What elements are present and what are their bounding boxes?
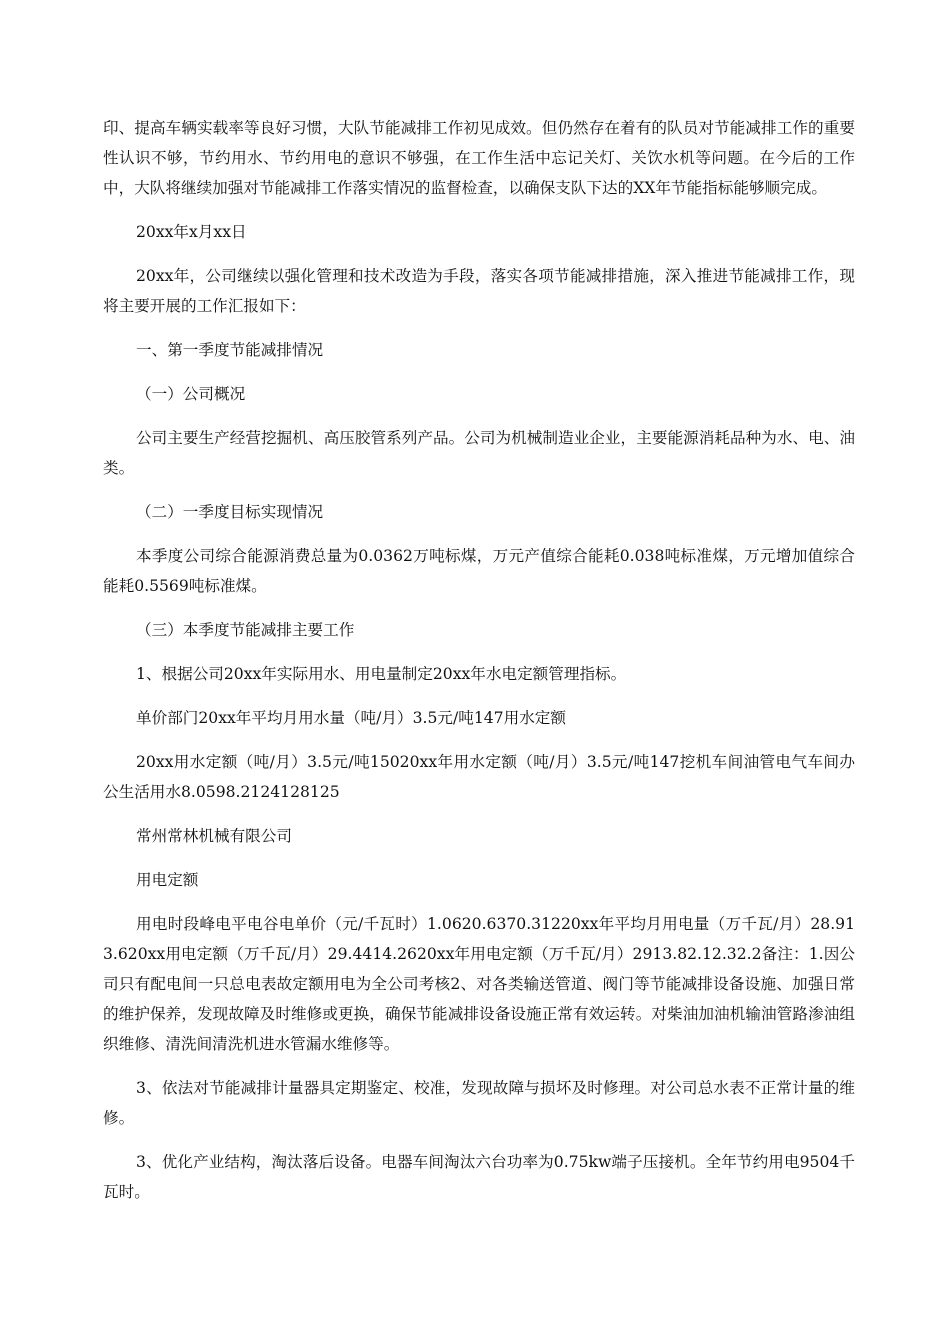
list-item: 3、依法对节能减排计量器具定期鉴定、校准，发现故障与损坏及时修理。对公司总水表不正常计量的维修。 bbox=[103, 1079, 855, 1127]
subsection-heading: （三）本季度节能减排主要工作 bbox=[136, 621, 355, 639]
company-name: 常州常林机械有限公司 bbox=[136, 827, 292, 845]
table-text: 20xx用水定额（吨/月）3.5元/吨15020xx年用水定额（吨/月）3.5元/吨147挖机车间油管电气车间办公生活用水8.0598.2124128125 bbox=[103, 753, 855, 801]
table-text: 单价部门20xx年平均月用水量（吨/月）3.5元/吨147用水定额 bbox=[136, 709, 566, 727]
subsection-heading: （二）一季度目标实现情况 bbox=[136, 503, 324, 521]
paragraph: 20xx年，公司继续以强化管理和技术改造为手段，落实各项节能减排措施，深入推进节能减排工作，现将主要开展的工作汇报如下： bbox=[103, 267, 855, 315]
paragraph: 本季度公司综合能源消费总量为0.0362万吨标煤，万元产值综合能耗0.038吨标准煤，万元增加值综合能耗0.5569吨标准煤。 bbox=[103, 547, 855, 595]
paragraph: 公司主要生产经营挖掘机、高压胶管系列产品。公司为机械制造业企业，主要能源消耗品种为水、电、油类。 bbox=[103, 429, 855, 477]
section-heading: 一、第一季度节能减排情况 bbox=[136, 341, 324, 359]
table-text: 用电时段峰电平电谷电单价（元/千瓦时）1.0620.6370.31220xx年平均月用电量（万千瓦/月）28.913.620xx用电定额（万千瓦/月）29.4414.2620xx年用电定额（万千瓦/月）2913.82.12.32.2备注：1.因公司只有配电间一只总电表故定额用电为全公司考核2、对各类输送管道、阀门等节能减排设备设施、加强日常的维护保养，发现故障及时维修或更换，确保节能减排设备设施正常有效运转。对柴油加油机输油管路渗油组织维修、清洗间清洗机进水管漏水维修等。 bbox=[103, 915, 855, 1053]
table-title: 用电定额 bbox=[136, 871, 199, 889]
list-item: 1、根据公司20xx年实际用水、用电量制定20xx年水电定额管理指标。 bbox=[136, 665, 627, 683]
date-line: 20xx年x月xx日 bbox=[136, 223, 247, 241]
subsection-heading: （一）公司概况 bbox=[136, 385, 246, 403]
paragraph: 印、提高车辆实载率等良好习惯，大队节能减排工作初见成效。但仍然存在着有的队员对节能减排工作的重要性认识不够，节约用水、节约用电的意识不够强，在工作生活中忘记关灯、关饮水机等问题。在今后的工作中，大队将继续加强对节能减排工作落实情况的监督检查，以确保支队下达的XX年节能指标能够顺完成。 bbox=[103, 119, 855, 197]
list-item: 3、优化产业结构，淘汰落后设备。电器车间淘汰六台功率为0.75kw端子压接机。全年节约用电9504千瓦时。 bbox=[103, 1153, 855, 1201]
document-body bbox=[103, 113, 855, 1221]
